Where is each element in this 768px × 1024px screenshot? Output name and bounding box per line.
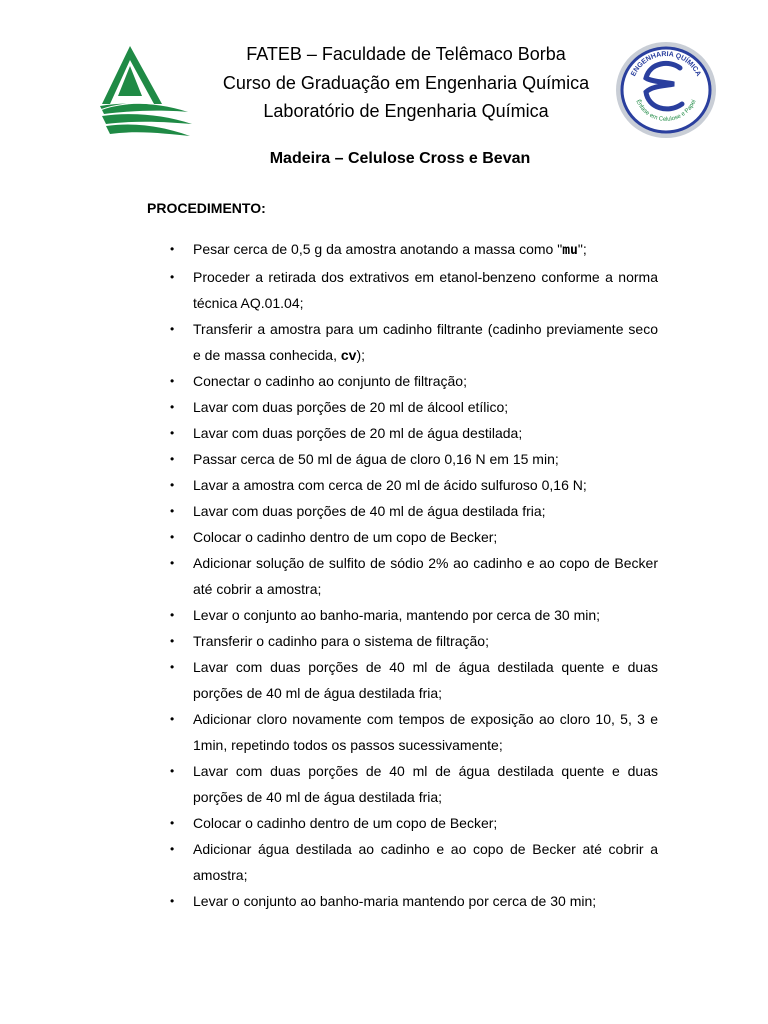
procedure-step (170, 706, 658, 758)
procedure-step (170, 628, 658, 654)
step-text: Adicionar água destilada ao cadinho e ao copo de Becker até cobrir a amostra; (193, 841, 658, 883)
procedure-step (170, 472, 658, 498)
step-text: Lavar a amostra com cerca de 20 ml de ácido sulfuroso 0,16 N; (193, 477, 587, 493)
procedure-step (170, 316, 658, 368)
bullet-icon: • (170, 764, 175, 778)
bullet-icon: • (170, 556, 175, 570)
bullet-icon: • (170, 374, 175, 388)
step-text: Pesar cerca de 0,5 g da amostra anotando a massa como " (193, 241, 563, 257)
bullet-icon: • (170, 660, 175, 674)
step-text: Transferir a amostra para um cadinho filtrante (cadinho previamente seco e de massa conhecida, (193, 321, 658, 363)
step-text: Lavar com duas porções de 40 ml de água destilada quente e duas porções de 40 ml de água destilada fria; (193, 659, 658, 701)
procedure-step (170, 264, 658, 316)
procedure-step (170, 420, 658, 446)
variable-name: cv (340, 347, 357, 363)
step-text: Colocar o cadinho dentro de um copo de Becker; (193, 529, 498, 545)
engenharia-quimica-logo (614, 38, 718, 142)
step-text-end: ); (356, 347, 366, 363)
bullet-icon: • (170, 242, 175, 256)
step-text: Lavar com duas porções de 40 ml de água destilada quente e duas porções de 40 ml de água destilada fria; (193, 763, 658, 805)
step-text: Lavar com duas porções de 20 ml de álcool etílico; (193, 399, 509, 415)
procedure-step (170, 758, 658, 810)
step-text: Lavar com duas porções de 20 ml de água destilada; (193, 425, 523, 441)
step-text: Proceder a retirada dos extrativos em etanol-benzeno conforme a norma técnica AQ.01.04; (193, 269, 658, 311)
procedure-step (170, 446, 658, 472)
bullet-icon: • (170, 634, 175, 648)
procedure-step (170, 810, 658, 836)
step-text: Adicionar solução de sulfito de sódio 2% ao cadinho e ao copo de Becker até cobrir a amostra; (193, 555, 658, 597)
procedure-step (170, 368, 658, 394)
step-text: Adicionar cloro novamente com tempos de exposição ao cloro 10, 5, 3 e 1min, repetindo todos os passos sucessivamente; (193, 711, 658, 753)
logo-bottom-text: Ênfase em Celulose e Papel (634, 99, 698, 123)
step-text: Conectar o cadinho ao conjunto de filtração; (193, 373, 467, 389)
procedure-step (170, 498, 658, 524)
variable-name: mu (562, 243, 578, 258)
bullet-icon: • (170, 270, 175, 284)
bullet-icon: • (170, 842, 175, 856)
institution-header (196, 40, 616, 126)
bullet-icon: • (170, 452, 175, 466)
bullet-icon: • (170, 712, 175, 726)
bullet-icon: • (170, 426, 175, 440)
step-text: Levar o conjunto ao banho-maria mantendo por cerca de 30 min; (193, 893, 597, 909)
bullet-icon: • (170, 530, 175, 544)
logo-top-text: ENGENHARIA QUÍMICA (630, 50, 702, 78)
lab-name: Laboratório de Engenharia Química (263, 101, 549, 121)
step-text: Transferir o cadinho para o sistema de filtração; (193, 633, 489, 649)
procedure-step (170, 550, 658, 602)
bullet-icon: • (170, 504, 175, 518)
procedure-step (170, 394, 658, 420)
bullet-icon: • (170, 816, 175, 830)
bullet-icon: • (170, 478, 175, 492)
section-heading: PROCEDIMENTO: (147, 200, 266, 216)
procedure-list (170, 236, 658, 914)
bullet-icon: • (170, 894, 175, 908)
procedure-step (170, 236, 658, 264)
step-text: Levar o conjunto ao banho-maria, mantendo por cerca de 30 min; (193, 607, 601, 623)
bullet-icon: • (170, 400, 175, 414)
institution-name: FATEB – Faculdade de Telêmaco Borba (246, 44, 566, 64)
course-name: Curso de Graduação em Engenharia Química (222, 72, 590, 93)
procedure-step (170, 654, 658, 706)
document-title: Madeira – Celulose Cross e Bevan (269, 150, 531, 167)
step-text: Lavar com duas porções de 40 ml de água destilada fria; (193, 503, 546, 519)
bullet-icon: • (170, 322, 175, 336)
procedure-step (170, 836, 658, 888)
step-text: Passar cerca de 50 ml de água de cloro 0,16 N em 15 min; (193, 451, 559, 467)
fateb-logo (96, 44, 196, 140)
step-text: Colocar o cadinho dentro de um copo de Becker; (193, 815, 498, 831)
procedure-step (170, 888, 658, 914)
procedure-step (170, 602, 658, 628)
bullet-icon: • (170, 608, 175, 622)
procedure-step (170, 524, 658, 550)
step-text-end: "; (577, 241, 587, 257)
